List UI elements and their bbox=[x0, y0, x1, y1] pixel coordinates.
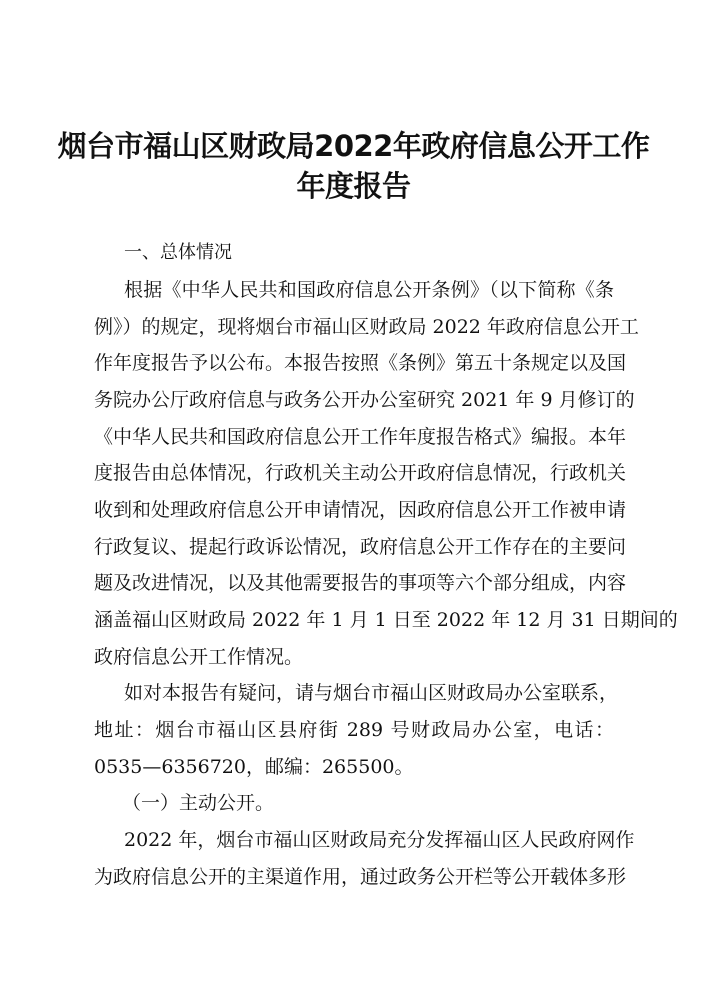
paragraph-line: 政府信息公开工作情况。 bbox=[94, 646, 304, 668]
paragraph-line: 0535—6356720，邮编：265500。 bbox=[94, 756, 414, 778]
document-title-line-2: 年度报告 bbox=[296, 169, 411, 203]
paragraph-line: 《中华人民共和国政府信息公开工作年度报告格式》编报。本年 bbox=[94, 426, 627, 448]
paragraph-line: 为政府信息公开的主渠道作用，通过政务公开栏等公开载体多形 bbox=[94, 866, 627, 888]
paragraph-line: 地址：烟台市福山区县府街 289 号财政局办公室，电话： bbox=[94, 719, 614, 741]
paragraph-line: 行政复议、提起行政诉讼情况，政府信息公开工作存在的主要问 bbox=[94, 536, 627, 558]
paragraph-line: 根据《中华人民共和国政府信息公开条例》（以下简称《条 bbox=[124, 279, 614, 301]
subsection-heading-proactive-disclosure: （一）主动公开。 bbox=[122, 792, 275, 814]
paragraph-line: 如对本报告有疑问，请与烟台市福山区财政局办公室联系， bbox=[124, 682, 619, 704]
paragraph-line: 作年度报告予以公布。本报告按照《条例》第五十条规定以及国 bbox=[94, 352, 627, 374]
paragraph-line: 2022 年，烟台市福山区财政局充分发挥福山区人民政府网作 bbox=[124, 829, 635, 851]
paragraph-line: 涵盖福山区财政局 2022 年 1 月 1 日至 2022 年 12 月 31 日期间的 bbox=[94, 609, 678, 631]
paragraph-line: 务院办公厅政府信息与政务公开办公室研究 2021 年 9 月修订的 bbox=[94, 389, 635, 411]
document-title-line-1: 烟台市福山区财政局2022年政府信息公开工作 bbox=[57, 129, 650, 163]
paragraph-line: 度报告由总体情况，行政机关主动公开政府信息情况，行政机关 bbox=[94, 462, 627, 484]
paragraph-line: 收到和处理政府信息公开申请情况，因政府信息公开工作被申请 bbox=[94, 499, 627, 521]
paragraph-line: 题及改进情况，以及其他需要报告的事项等六个部分组成，内容 bbox=[94, 572, 627, 594]
section-heading-overview: 一、总体情况 bbox=[124, 242, 232, 263]
paragraph-line: 例》）的规定，现将烟台市福山区财政局 2022 年政府信息公开工 bbox=[94, 316, 639, 338]
